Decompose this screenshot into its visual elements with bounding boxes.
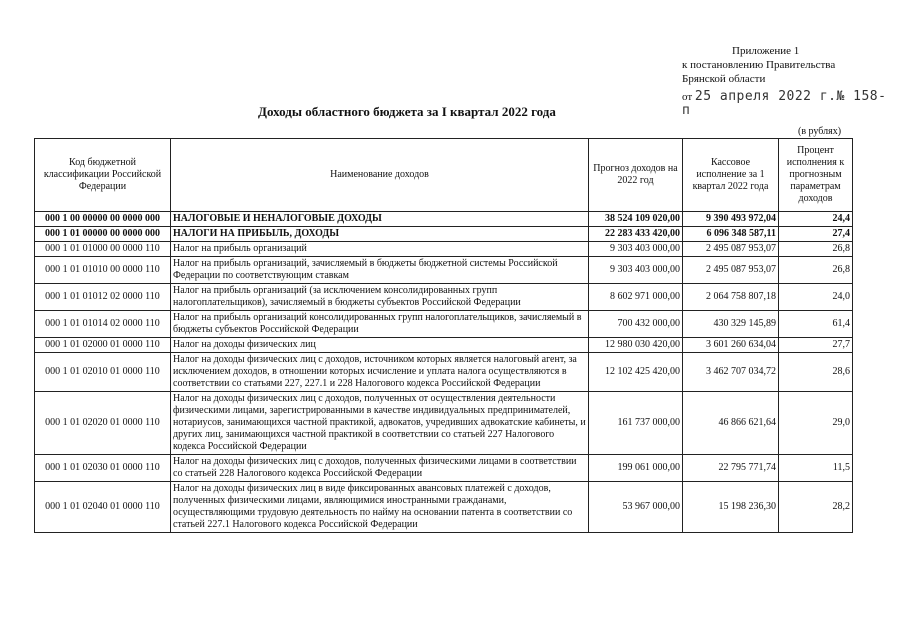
- row-execution: 15 198 236,30: [683, 482, 779, 533]
- row-code: 000 1 01 01014 02 0000 110: [35, 311, 171, 338]
- appendix-line-2: к постановлению Правительства: [682, 59, 836, 71]
- row-percent: 26,8: [779, 242, 853, 257]
- row-execution: 2 064 758 807,18: [683, 284, 779, 311]
- row-percent: 11,5: [779, 455, 853, 482]
- row-code: 000 1 01 02000 01 0000 110: [35, 338, 171, 353]
- row-execution: 22 795 771,74: [683, 455, 779, 482]
- table-row: [35, 353, 853, 392]
- row-code: 000 1 01 01012 02 0000 110: [35, 284, 171, 311]
- header-execution: Кассовое исполнение за 1 квартал 2022 года: [683, 139, 779, 212]
- row-code: 000 1 01 02010 01 0000 110: [35, 353, 171, 392]
- row-forecast: 22 283 433 420,00: [589, 227, 683, 242]
- row-execution: 3 462 707 034,72: [683, 353, 779, 392]
- row-percent: 24,0: [779, 284, 853, 311]
- appendix-block: [682, 44, 892, 118]
- row-code: 000 1 01 01000 00 0000 110: [35, 242, 171, 257]
- row-forecast: 12 980 030 420,00: [589, 338, 683, 353]
- row-name: НАЛОГОВЫЕ И НЕНАЛОГОВЫЕ ДОХОДЫ: [171, 212, 589, 227]
- row-execution: 9 390 493 972,04: [683, 212, 779, 227]
- row-name: Налог на прибыль организаций консолидированных групп налогоплательщиков, зачисляемый в бюджеты субъектов Российской Федерации: [171, 311, 589, 338]
- table-row: [35, 338, 853, 353]
- header-code: Код бюджетной классификации Российской Федерации: [35, 139, 171, 212]
- row-forecast: 161 737 000,00: [589, 392, 683, 455]
- row-name: НАЛОГИ НА ПРИБЫЛЬ, ДОХОДЫ: [171, 227, 589, 242]
- appendix-line-3: Брянской области: [682, 73, 766, 85]
- row-percent: 28,2: [779, 482, 853, 533]
- header-name: Наименование доходов: [171, 139, 589, 212]
- row-percent: 28,6: [779, 353, 853, 392]
- table-row: [35, 284, 853, 311]
- row-name: Налог на доходы физических лиц в виде фиксированных авансовых платежей с доходов, полученных физическими лицами, являющимися иностранными гражданами, осуществляющими трудовую деятельность по найму на основании патента в соответствии со статьей 227.1 Налогового кодекса Российской Федерации: [171, 482, 589, 533]
- row-name: Налог на прибыль организаций, зачисляемый в бюджеты бюджетной системы Российской Федерации по соответствующим ставкам: [171, 257, 589, 284]
- row-execution: 430 329 145,89: [683, 311, 779, 338]
- row-code: 000 1 01 02040 01 0000 110: [35, 482, 171, 533]
- row-percent: 26,8: [779, 257, 853, 284]
- table-row: [35, 311, 853, 338]
- row-forecast: 9 303 403 000,00: [589, 242, 683, 257]
- row-code: 000 1 00 00000 00 0000 000: [35, 212, 171, 227]
- table-row: [35, 392, 853, 455]
- row-forecast: 199 061 000,00: [589, 455, 683, 482]
- row-forecast: 700 432 000,00: [589, 311, 683, 338]
- row-name: Налог на доходы физических лиц с доходов, полученных физическими лицами в соответствии со статьей 228 Налогового кодекса Российской Федерации: [171, 455, 589, 482]
- row-percent: 27,7: [779, 338, 853, 353]
- handwritten-date: 25 апреля 2022 г.№ 158-п: [682, 89, 887, 118]
- row-code: 000 1 01 01010 00 0000 110: [35, 257, 171, 284]
- row-forecast: 8 602 971 000,00: [589, 284, 683, 311]
- row-forecast: 53 967 000,00: [589, 482, 683, 533]
- row-execution: 2 495 087 953,07: [683, 242, 779, 257]
- row-percent: 29,0: [779, 392, 853, 455]
- revenue-table: [34, 138, 853, 533]
- table-row: [35, 212, 853, 227]
- row-name: Налог на доходы физических лиц с доходов, источником которых является налоговый агент, за исключением доходов, в отношении которых исчисление и уплата налога осуществляются в соответствии со статьями 227, 227.1 и 228 Налогового кодекса Российской Федерации: [171, 353, 589, 392]
- table-row: [35, 242, 853, 257]
- row-execution: 2 495 087 953,07: [683, 257, 779, 284]
- row-code: 000 1 01 02020 01 0000 110: [35, 392, 171, 455]
- table-row: [35, 482, 853, 533]
- row-forecast: 12 102 425 420,00: [589, 353, 683, 392]
- row-name: Налог на прибыль организаций: [171, 242, 589, 257]
- row-execution: 46 866 621,64: [683, 392, 779, 455]
- page-title: Доходы областного бюджета за I квартал 2022 года: [258, 104, 556, 119]
- header-forecast: Прогноз доходов на 2022 год: [589, 139, 683, 212]
- row-percent: 24,4: [779, 212, 853, 227]
- units-label: (в рублях): [798, 126, 842, 137]
- row-execution: 3 601 260 634,04: [683, 338, 779, 353]
- row-code: 000 1 01 02030 01 0000 110: [35, 455, 171, 482]
- row-forecast: 38 524 109 020,00: [589, 212, 683, 227]
- header-percent: Процент исполнения к прогнозным параметрам доходов: [779, 139, 853, 212]
- row-percent: 27,4: [779, 227, 853, 242]
- row-percent: 61,4: [779, 311, 853, 338]
- row-forecast: 9 303 403 000,00: [589, 257, 683, 284]
- table-header-row: [35, 139, 853, 212]
- table-row: [35, 257, 853, 284]
- table-row: [35, 227, 853, 242]
- appendix-date-line: [682, 90, 892, 118]
- date-prefix: от: [682, 91, 693, 103]
- appendix-line-1: Приложение 1: [732, 45, 800, 57]
- table-row: [35, 455, 853, 482]
- row-code: 000 1 01 00000 00 0000 000: [35, 227, 171, 242]
- row-name: Налог на прибыль организаций (за исключением консолидированных групп налогоплательщиков), зачисляемый в бюджеты субъектов Российской Федерации: [171, 284, 589, 311]
- row-name: Налог на доходы физических лиц: [171, 338, 589, 353]
- row-name: Налог на доходы физических лиц с доходов, полученных от осуществления деятельности физическими лицами, зарегистрированными в качестве индивидуальных предпринимателей, нотариусов, занимающихся частной практикой, адвокатов, учредивших адвокатские кабинеты, и других лиц, занимающихся частной практикой в соответствии со статьей 227 Налогового кодекса Российской Федерации: [171, 392, 589, 455]
- row-execution: 6 096 348 587,11: [683, 227, 779, 242]
